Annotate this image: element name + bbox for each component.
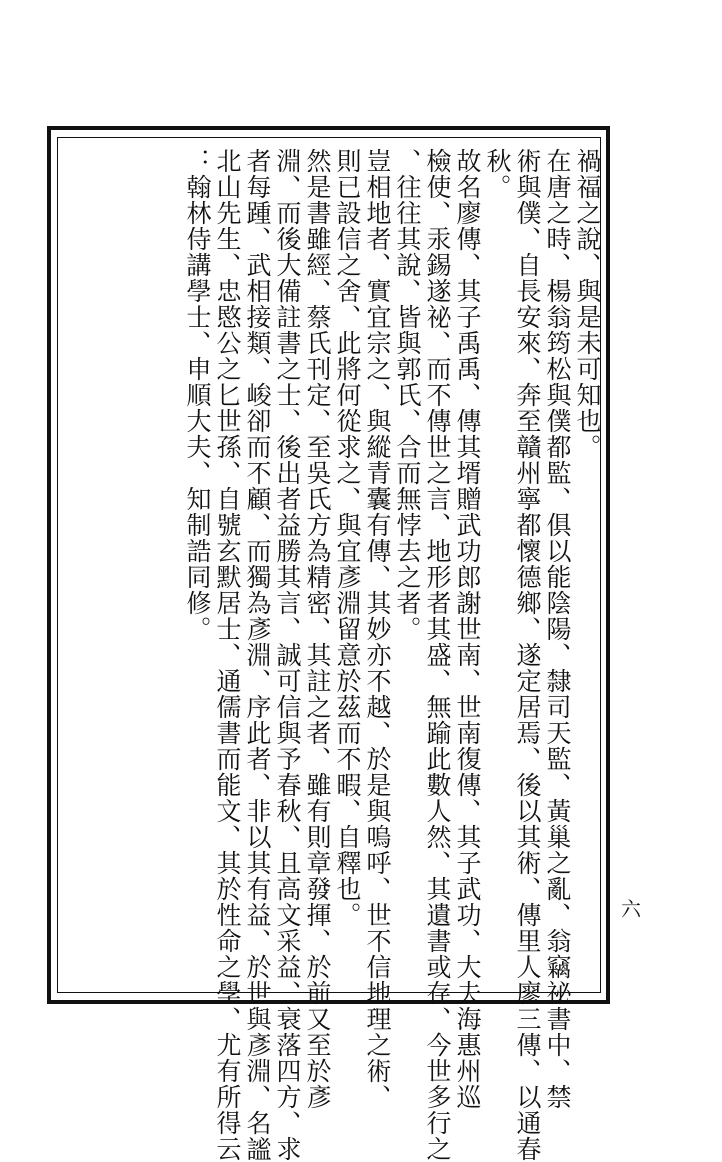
text-column (332, 148, 362, 928)
column-text: 秋。 (483, 148, 512, 200)
text-column (272, 148, 302, 1162)
column-text: 淵、而後大備註書之士、後出者益勝其言、誠可信與予春秋、且高文采益、衰落四方、求 (273, 148, 302, 1162)
text-column (362, 148, 392, 1110)
column-text: 檢使、汞錫遂祕、而不傳世之言、地形者其盛、無踰此數人然、其遺書或存、今世多行之 (423, 148, 452, 1162)
column-text: 豈相地者、實宜宗之、與縱青囊有傳、其妙亦不越、於是與嗚呼、世不信地理之術、 (363, 148, 392, 1110)
column-text: 北山先生、忠愍公之匕世孫、自號玄默居士、通儒書而能文、其於性命之學、尤有所得云 (213, 148, 242, 1162)
text-column (182, 148, 212, 642)
column-text: 者每踵、武相接類、峻卻而不顧、而獨為彥淵、序此者、非以其有益、於世與彥淵、名謐 (243, 148, 272, 1162)
text-column (422, 148, 452, 1162)
text-column (572, 148, 602, 460)
column-text: 禍福之說、與是未可知也。 (573, 148, 602, 460)
text-column (242, 148, 272, 1162)
column-text: 故名廖傳、其子禹禹、傳其壻贈武功郎謝世南、世南復傳、其子武功、大夫海惠州巡 (453, 148, 482, 1110)
text-column (212, 148, 242, 1162)
column-text: 術與僕、自長安來、奔至贛州寧都懷德鄉、遂定居焉、後以其術、傳里人廖三傳、以通春 (513, 148, 542, 1162)
column-text: 在唐之時、楊翁筠松與僕都監、俱以能陰陽、隸司天監、黃巢之亂、翁竊祕書中、禁 (543, 148, 572, 1110)
page-number: 六 (621, 897, 641, 921)
column-text: 則已設信之舍、此將何從求之、與宜彥淵留意於茲而不暇、自釋也。 (333, 148, 362, 928)
text-column (452, 148, 482, 1110)
text-body (90, 148, 602, 1162)
text-column (512, 148, 542, 1162)
text-column (302, 148, 332, 1110)
text-column (482, 148, 512, 200)
column-text: ：翰林侍講學士、申順大夫、知制誥同修。 (183, 148, 212, 642)
text-column (92, 148, 122, 590)
text-column (392, 148, 422, 642)
column-text: 、往往其說、皆與郭氏、合而無悖去之者。 (393, 148, 422, 642)
text-column (542, 148, 572, 1110)
column-text: 然是書雖經、蔡氏刊定、至吳氏方為精密、其註之者、雖有則章發揮、於前又至於彥 (303, 148, 332, 1110)
